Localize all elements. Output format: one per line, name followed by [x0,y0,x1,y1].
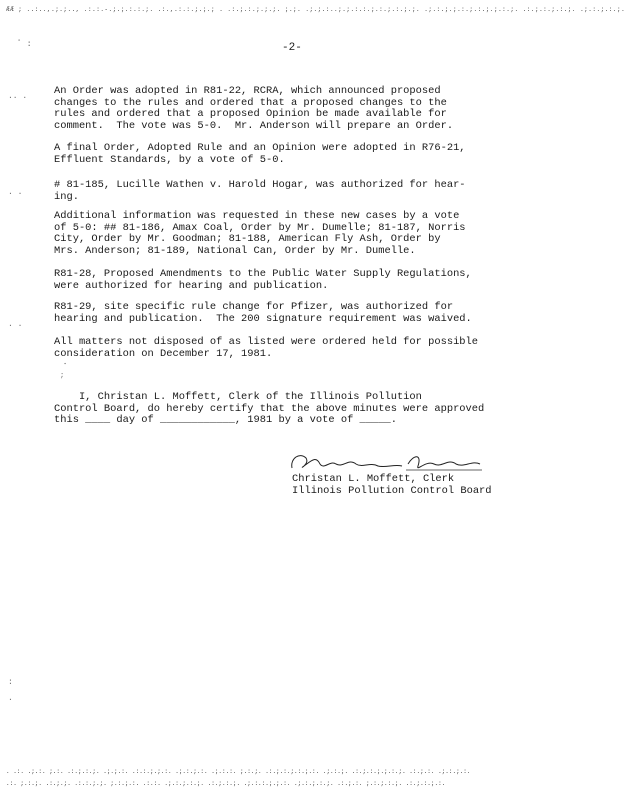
margin-speck: . [8,694,13,703]
paragraph-r81-29: R81-29, site specific rule change for Pfizer, was authorized for hearing and publication. The 200 signature requirement was waived. [54,301,472,325]
paragraph-r81-28: R81-28, Proposed Amendments to the Public Water Supply Regulations, were authorized for hearing and publication. [54,268,472,292]
handwritten-signature [286,450,516,474]
scan-speck: ꞏ [64,361,67,369]
paragraph-held-matters: All matters not disposed of as listed were ordered held for possible consideration on December 17, 1981. [54,336,479,360]
signature-block: Christan L. Moffett, Clerk Illinois Pollution Control Board [292,473,492,497]
margin-speck: . . [8,188,23,197]
footer-scan-noise: . .:. .;.:. ;.:. .:.;.:.;. .;.;.:. .:.:.;.;.:. .;.:.;.:. .;.:.:. ;.:.;. .:.;.:.;.:.;.:. .;.:.;. .:.;.:.;.;.:.;. .:.;.:. .;.:.;.:. [6,768,471,775]
paragraph-new-cases: Additional information was requested in these new cases by a vote of 5-0: ## 81-186, Amax Coal, Order by Mr. Dumelle; 81-187, Norris City, Order by Mr. Goodman; 81-188, American Fly Ash, Order by Mrs. Anderson; 81-189, National Can, Order by Mr. Dumelle. [54,210,466,257]
paragraph-r76-21: A final Order, Adopted Rule and an Opinion were adopted in R76-21, Effluent Standards, by a vote of 5-0. [54,142,466,166]
certification-statement: I, Christan L. Moffett, Clerk of the Illinois Pollution Control Board, do hereby certify that the above minutes were approved this ____ day of ____________, 1981 by a vote of _____. [54,391,485,427]
margin-speck: : [8,678,13,687]
paragraph-r81-22: An Order was adopted in R81-22, RCRA, which announced proposed changes to the rules and ordered that a proposed changes to the rules and ordered that a proposed Opinion be made available for comment. The vote was 5-0. Mr. Anderson will prepare an Order. [54,85,454,132]
scan-speck: ; [60,372,65,380]
corner-mark: ﾟ : [18,40,32,49]
footer-scan-noise: .:. ;.:.;. .:.;.;. .:.:.;.;. ;.:.;.:. .:.:. .;.:.;.:.;. .:.;.:.;. .;.:.:.;.;.:. .;.:.;.:.;. .:.;.:. ;.:.;.:.;. .:.;.:.;.:. [6,780,446,787]
margin-speck: .. . [8,92,28,101]
header-scan-noise: ÆÆ ; ..:..,.;.;.., .:.:.-.;.;.:.:.;. .:.,.:.:.;.;.; . .:.;.:.;.;.;. ;.;. .;.;.:..;.;.:.:.;.:.;.:.;.;. .;.:.;.;.:.;.:.;.;.:.;. .:.;.:.;.:.;. .;.:.;.:.;. [6,6,625,13]
page-number: -2- [282,42,302,54]
margin-speck: . . [8,320,23,329]
paragraph-81-185: # 81-185, Lucille Wathen v. Harold Hogar, was authorized for hear- ing. [54,179,466,203]
